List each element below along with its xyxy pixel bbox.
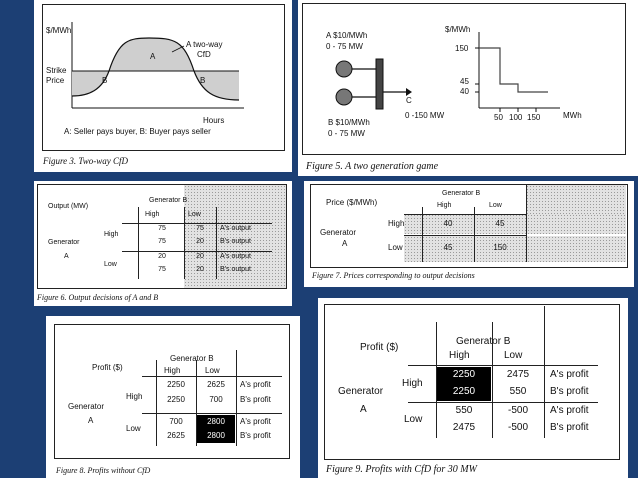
col-group-label: Generator B: [149, 197, 188, 204]
row-high-label: High: [402, 378, 423, 389]
row-group-label-2: A: [342, 239, 348, 248]
row-group-label-1: Generator: [320, 228, 357, 237]
price-corner-label: Price ($/MWh): [326, 198, 378, 207]
b-profit-label-2: B's profit: [550, 422, 589, 433]
x-tick-50: 50: [494, 113, 503, 122]
profit-cell-ll-b: -500: [507, 422, 528, 433]
a-profit-label-2: A's profit: [550, 405, 589, 416]
row-label-b-output-2: B's output: [220, 266, 251, 273]
figure-6-panel: [34, 181, 292, 306]
cell-hh-a: 75: [158, 225, 166, 232]
col-low-label: Low: [205, 366, 220, 375]
figure-9-caption: Figure 9. Profits with CfD for 30 MW: [326, 464, 477, 475]
cell-hh-b: 75: [158, 238, 166, 245]
col-high-label: High: [145, 211, 160, 218]
x-tick-150: 150: [527, 113, 541, 122]
generator-b-line2: 0 - 75 MW: [328, 129, 365, 138]
strike-label-2: Price: [46, 76, 65, 85]
row-label-b-output-1: B's output: [220, 238, 251, 245]
region-b-left-label: B: [102, 76, 108, 85]
profit-corner-label: Profit ($): [92, 363, 123, 372]
row-group-label-1: Generator: [338, 386, 384, 397]
output-corner-label: Output (MW): [48, 203, 89, 210]
price-cell-ll: 150: [493, 243, 507, 252]
b-profit-label-1: B's profit: [240, 395, 271, 404]
figure-5-caption: Figure 5. A two generation game: [306, 161, 439, 172]
row-label-a-output-1: A's output: [220, 225, 251, 232]
cell-ll-a: 20: [196, 253, 204, 260]
generator-a-line1: A $10/MWh: [326, 31, 368, 40]
a-profit-label-2: A's profit: [240, 417, 271, 426]
profit-cell-lh-b: 2625: [167, 431, 185, 440]
row-label-a-output-2: A's output: [220, 253, 251, 260]
price-cell-hh: 40: [443, 219, 453, 228]
figure-6-caption: Figure 6. Output decisions of A and B: [37, 293, 159, 302]
row-group-label-1: Generator: [48, 239, 80, 246]
generator-a-line2: 0 - 75 MW: [326, 42, 363, 51]
x-tick-100: 100: [509, 113, 523, 122]
cell-lh-b: 75: [158, 266, 166, 273]
profit-cell-hh-b: 2250: [167, 395, 185, 404]
profit-cell-lh-a: 550: [455, 405, 473, 416]
profit-cell-hl-a: 2475: [506, 369, 530, 380]
generator-b-line1: B $10/MWh: [328, 118, 370, 127]
profit-cell-hh-a: 2250: [452, 369, 476, 380]
region-b-right-label: B: [200, 76, 206, 85]
col-group-label: Generator B: [456, 336, 511, 347]
row-low-label: Low: [126, 424, 141, 433]
chart-y-label: $/MWh: [445, 25, 471, 34]
row-high-label: High: [126, 392, 143, 401]
figure-3-caption: Figure 3. Two-way CfD: [43, 156, 128, 166]
generator-a-icon: [336, 61, 352, 77]
profit-cell-hh-a: 2250: [167, 380, 185, 389]
strike-label-1: Strike: [46, 66, 67, 75]
profit-cell-ll-b: 2800: [207, 431, 225, 440]
profit-cell-ll-a: 2800: [207, 417, 225, 426]
cell-ll-b: 20: [196, 266, 204, 273]
consumer-label: C: [406, 96, 412, 105]
a-profit-label-1: A's profit: [550, 369, 589, 380]
col-low-label: Low: [504, 350, 523, 361]
profit-cell-hh-b: 2250: [452, 386, 476, 397]
x-unit-label: MWh: [563, 111, 582, 120]
cfd-label-1: A two-way: [186, 40, 223, 49]
row-group-label-1: Generator: [68, 402, 105, 411]
figure-8-panel: [46, 316, 300, 478]
profit-corner-label: Profit ($): [360, 342, 399, 353]
y-tick-40: 40: [460, 87, 469, 96]
col-high-label: High: [164, 366, 181, 375]
row-high-label: High: [104, 231, 119, 238]
cfd-diagram: [34, 0, 292, 172]
figure-8-caption: Figure 8. Profits without CfD: [56, 466, 151, 475]
cell-lh-a: 20: [158, 253, 166, 260]
col-low-label: Low: [489, 202, 502, 209]
generator-b-icon: [336, 89, 352, 105]
col-low-label: Low: [188, 211, 201, 218]
row-group-label-2: A: [88, 416, 94, 425]
figure-7-shade-right: [526, 185, 626, 215]
arrow-to-consumer-icon: [406, 88, 412, 96]
row-group-label-2: A: [360, 404, 367, 415]
figure-9-panel: [318, 298, 628, 478]
busbar: [376, 59, 383, 109]
price-cell-hl: 45: [495, 219, 505, 228]
profit-cell-hl-b: 700: [209, 395, 223, 404]
cfd-label-2: CfD: [197, 50, 211, 59]
row-low-label: Low: [104, 261, 117, 268]
row-group-label-2: A: [64, 253, 69, 260]
col-group-label: Generator B: [170, 354, 214, 363]
b-profit-label-2: B's profit: [240, 431, 271, 440]
figure-7-panel: [304, 181, 634, 287]
col-high-label: High: [449, 350, 470, 361]
cell-hl-a: 75: [196, 225, 204, 232]
row-low-label: Low: [388, 243, 403, 252]
figure-7-caption: Figure 7. Prices corresponding to output decisions: [312, 271, 475, 280]
col-high-label: High: [437, 202, 452, 209]
row-high-label: High: [388, 219, 405, 228]
price-cell-lh: 45: [443, 243, 453, 252]
col-group-label: Generator B: [442, 190, 481, 197]
y-tick-150: 150: [455, 44, 469, 53]
figure-5-panel: [298, 0, 638, 176]
profit-cell-hl-a: 2625: [207, 380, 225, 389]
a-profit-label-1: A's profit: [240, 380, 271, 389]
y-tick-45: 45: [460, 77, 469, 86]
row-low-label: Low: [404, 414, 423, 425]
figure-3-panel: [34, 0, 292, 172]
profit-cell-lh-a: 700: [169, 417, 183, 426]
profit-cell-hl-b: 550: [509, 386, 527, 397]
b-profit-label-1: B's profit: [550, 386, 589, 397]
cell-hl-b: 20: [196, 238, 204, 245]
region-a-label: A: [150, 52, 156, 61]
profit-cell-lh-b: 2475: [452, 422, 476, 433]
y-axis-label: $/MWh: [46, 26, 72, 35]
demand-label: 0 -150 MW: [405, 111, 445, 120]
price-step-curve: [479, 48, 548, 92]
x-axis-label: Hours: [203, 116, 225, 125]
profit-cell-ll-a: -500: [507, 405, 528, 416]
legend-text: A: Seller pays buyer, B: Buyer pays seller: [64, 127, 211, 136]
